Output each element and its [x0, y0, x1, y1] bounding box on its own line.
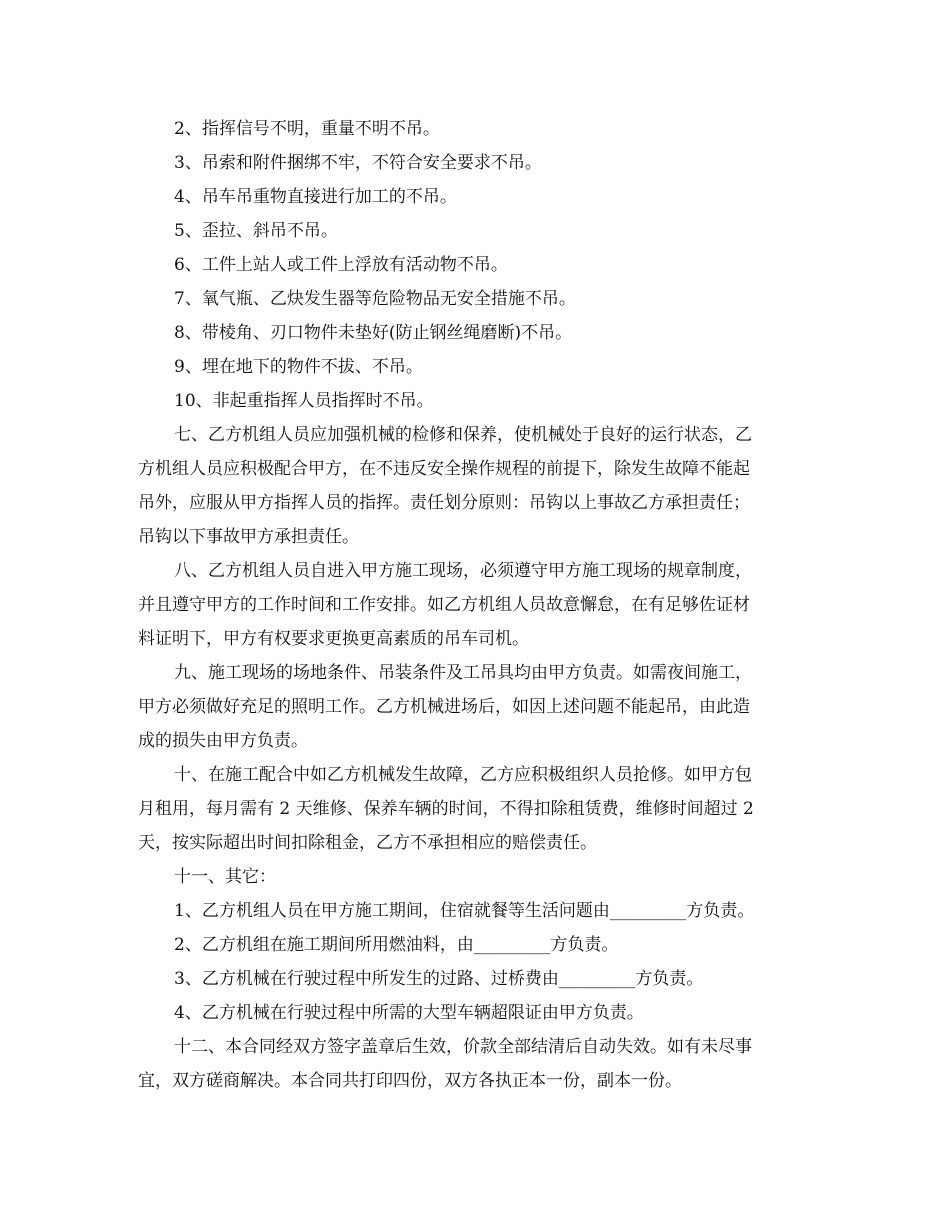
paragraph-line: 天，按实际超出时间扣除租金，乙方不承担相应的赔偿责任。 — [138, 833, 597, 853]
list-item: 2、乙方机组在施工期间所用燃油料，由_________方负责。 — [174, 935, 619, 955]
list-item: 5、歪拉、斜吊不吊。 — [174, 221, 338, 241]
paragraph-line: 月租用，每月需有 2 天维修、保养车辆的时间，不得扣除租赁费，维修时间超过 2 — [138, 799, 754, 819]
paragraph-line: 九、施工现场的场地条件、吊装条件及工吊具均由甲方负责。如需夜间施工， — [174, 663, 752, 683]
document-body — [138, 112, 814, 1098]
clause-8-paragraph — [138, 554, 814, 656]
paragraph-line: 成的损失由甲方负责。 — [138, 731, 308, 751]
paragraph-line: 宜，双方磋商解决。本合同共打印四份，双方各执正本一份，副本一份。 — [138, 1071, 682, 1091]
list-item: 4、吊车吊重物直接进行加工的不吊。 — [174, 187, 457, 207]
list-item: 7、氧气瓶、乙炔发生器等危险物品无安全措施不吊。 — [174, 289, 576, 309]
list-item: 2、指挥信号不明，重量不明不吊。 — [174, 119, 440, 139]
list-item: 10、非起重指挥人员指挥时不吊。 — [174, 391, 434, 411]
paragraph-line: 八、乙方机组人员自进入甲方施工现场，必须遵守甲方施工现场的规章制度， — [174, 561, 752, 581]
clause-11-title: 十一、其它： — [174, 867, 276, 887]
clause-9-paragraph — [138, 656, 814, 758]
paragraph-line: 料证明下，甲方有权要求更换更高素质的吊车司机。 — [138, 629, 529, 649]
paragraph-line: 七、乙方机组人员应加强机械的检修和保养，使机械处于良好的运行状态，乙 — [174, 425, 752, 445]
clause-10-paragraph — [138, 758, 814, 860]
list-item: 3、吊索和附件捆绑不牢，不符合安全要求不吊。 — [174, 153, 542, 173]
paragraph-line: 甲方必须做好充足的照明工作。乙方机械进场后，如因上述问题不能起吊，由此造 — [138, 697, 750, 717]
list-item: 4、乙方机械在行驶过程中所需的大型车辆超限证由甲方负责。 — [174, 1003, 644, 1023]
list-item: 9、埋在地下的物件不拔、不吊。 — [174, 357, 423, 377]
paragraph-line: 吊钩以下事故甲方承担责任。 — [138, 527, 359, 547]
paragraph-line: 十二、本合同经双方签字盖章后生效，价款全部结清后自动失效。如有未尽事 — [174, 1037, 752, 1057]
clause-12-paragraph — [138, 1030, 814, 1098]
clause-7-paragraph — [138, 418, 814, 554]
paragraph-line: 方机组人员应积极配合甲方，在不违反安全操作规程的前提下，除发生故障不能起 — [138, 459, 750, 479]
paragraph-line: 十、在施工配合中如乙方机械发生故障，乙方应积极组织人员抢修。如甲方包 — [174, 765, 752, 785]
paragraph-line: 吊外，应服从甲方指挥人员的指挥。责任划分原则：吊钩以上事故乙方承担责任； — [138, 493, 750, 513]
list-item: 3、乙方机械在行驶过程中所发生的过路、过桥费由_________方负责。 — [174, 969, 704, 989]
list-item: 1、乙方机组人员在甲方施工期间，住宿就餐等生活问题由_________方负责。 — [174, 901, 755, 921]
list-item: 6、工件上站人或工件上浮放有活动物不吊。 — [174, 255, 508, 275]
list-item: 8、带棱角、刃口物件未垫好(防止钢丝绳磨断)不吊。 — [174, 323, 573, 343]
paragraph-line: 并且遵守甲方的工作时间和工作安排。如乙方机组人员故意懈怠，在有足够佐证材 — [138, 595, 750, 615]
